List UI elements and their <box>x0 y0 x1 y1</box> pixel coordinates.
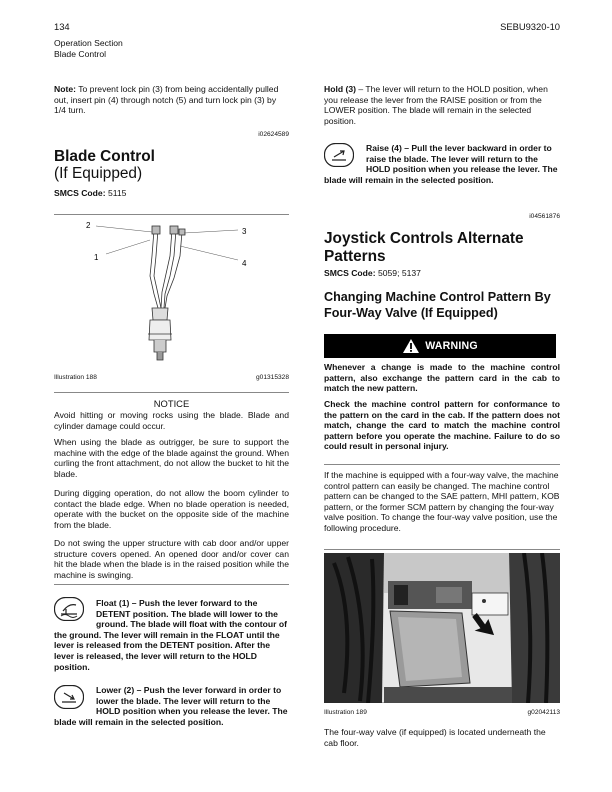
float-instruction <box>54 598 289 672</box>
four-way-valve-body: If the machine is equipped with a four-way valve, the machine control pattern can easily be changed. The machine control pattern can be changed to the SAE pattern, MHI pattern, KOB pattern, or the former SCM pattern by changing the four-way valve position. To change the four-way valve position, use the following procedure. <box>324 470 560 533</box>
note-label: Note: <box>54 84 76 94</box>
notice-title: NOTICE <box>153 398 190 409</box>
illustration-188-caption: Illustration 188 <box>54 374 97 381</box>
joystick-smcs-label: SMCS Code: <box>324 268 376 278</box>
notice-paragraph-3: During digging operation, do not allow the boom cylinder to contact the blade edge. When no blade operation is needed, operate with the bucket on the opposite side of the machine from the blade. <box>54 488 289 530</box>
joystick-smcs-value: 5059; 5137 <box>375 268 421 278</box>
four-way-valve-subtitle: Changing Machine Control Pattern By Four-Way Valve (If Equipped) <box>324 290 551 320</box>
blade-control-title-suffix: (If Equipped) <box>54 165 143 182</box>
smcs-code <box>54 188 289 199</box>
page-number: 134 <box>54 21 70 32</box>
illustration-189-top-rule <box>324 549 560 550</box>
smcs-label: SMCS Code: <box>54 188 106 198</box>
four-way-valve-location: The four-way valve (if equipped) is located underneath the cab floor. <box>324 727 546 748</box>
joystick-topic-id: i04561876 <box>529 213 560 220</box>
warning-banner <box>324 334 556 358</box>
notice-paragraph-1: Avoid hitting or moving rocks using the blade. Blade and cylinder damage could occur. <box>54 410 289 431</box>
section-title: Operation Section <box>54 38 123 48</box>
note-paragraph <box>54 84 289 116</box>
warning-paragraph-1: Whenever a change is made to the machine control pattern, also exchange the pattern card in the cab to match the new pattern. <box>324 362 560 394</box>
float-text: Float (1) – Push the lever forward to the DETENT position. The blade will lower to the ground. The blade will float with the contour of the ground. The lever will remain in the FLOAT until the lever is released from the DETENT position. After the lever is released, the lever will return to the HOLD position. <box>54 598 287 672</box>
raise-text: Raise (4) – Pull the lever backward in order to raise the blade. The lever will return to the HOLD position when you release the lever. The blade will remain in the selected position. <box>324 143 558 185</box>
joystick-title: Joystick Controls Alternate Patterns <box>324 230 524 265</box>
joystick-smcs-code <box>324 268 560 279</box>
callout-4: 4 <box>242 259 247 268</box>
smcs-value: 5115 <box>105 188 127 198</box>
warning-triangle-icon <box>402 338 420 354</box>
callout-1: 1 <box>94 253 99 262</box>
notice-bottom-rule <box>54 584 289 585</box>
raise-instruction <box>324 143 560 185</box>
illustration-189-graphic-id: g02042113 <box>527 709 560 716</box>
document-code: SEBU9320-10 <box>500 21 560 32</box>
blade-control-illustration <box>54 216 289 372</box>
subsection-title: Blade Control <box>54 49 107 59</box>
warning-label: WARNING <box>425 339 478 352</box>
callout-3: 3 <box>242 227 247 236</box>
callout-2: 2 <box>86 221 91 230</box>
blade-control-title: Blade Control <box>54 148 155 165</box>
hold-paragraph <box>324 84 560 126</box>
notice-paragraph-2: When using the blade as outrigger, be sure to support the machine with the edge of the blade against the ground. When curling the front attachment, do not allow the bucket to hit the blade. <box>54 437 289 479</box>
warning-bottom-rule <box>324 464 560 465</box>
notice-top-rule <box>54 392 289 393</box>
lower-instruction <box>54 685 289 727</box>
hold-label: Hold (3) <box>324 84 356 94</box>
illustration-188-graphic-id: g01315328 <box>255 374 289 381</box>
illustration-189-caption: Illustration 189 <box>324 709 367 716</box>
lower-text: Lower (2) – Push the lever forward in order to lower the blade. The lever will return to the HOLD position when you release the lever. The blade will remain in the selected position. <box>54 685 288 727</box>
warning-paragraph-2: Check the machine control pattern for conformance to the pattern on the card in the cab. If the pattern does not match, change the card to match the machine control pattern before you operate the machine. Failure to do so could result in personal injury. <box>324 399 560 452</box>
notice-paragraph-4: Do not swing the upper structure with cab door and/or upper structure covers opened. An opened door and/or cover can hit the blade when the blade is in the raised position while the machine is swinging. <box>54 538 289 580</box>
divider <box>54 214 289 215</box>
four-way-valve-photo <box>324 553 560 703</box>
note-text: To prevent lock pin (3) from being accidentally pulled out, insert pin (4) through notch (5) and turn lock pin (3) by 1/4 turn. <box>54 84 279 116</box>
hold-text: – The lever will return to the HOLD position, when you release the lever from the RAISE position or from the LOWER position. The blade will remain in the selected position. <box>324 84 548 126</box>
topic-id: i02624589 <box>258 131 289 138</box>
